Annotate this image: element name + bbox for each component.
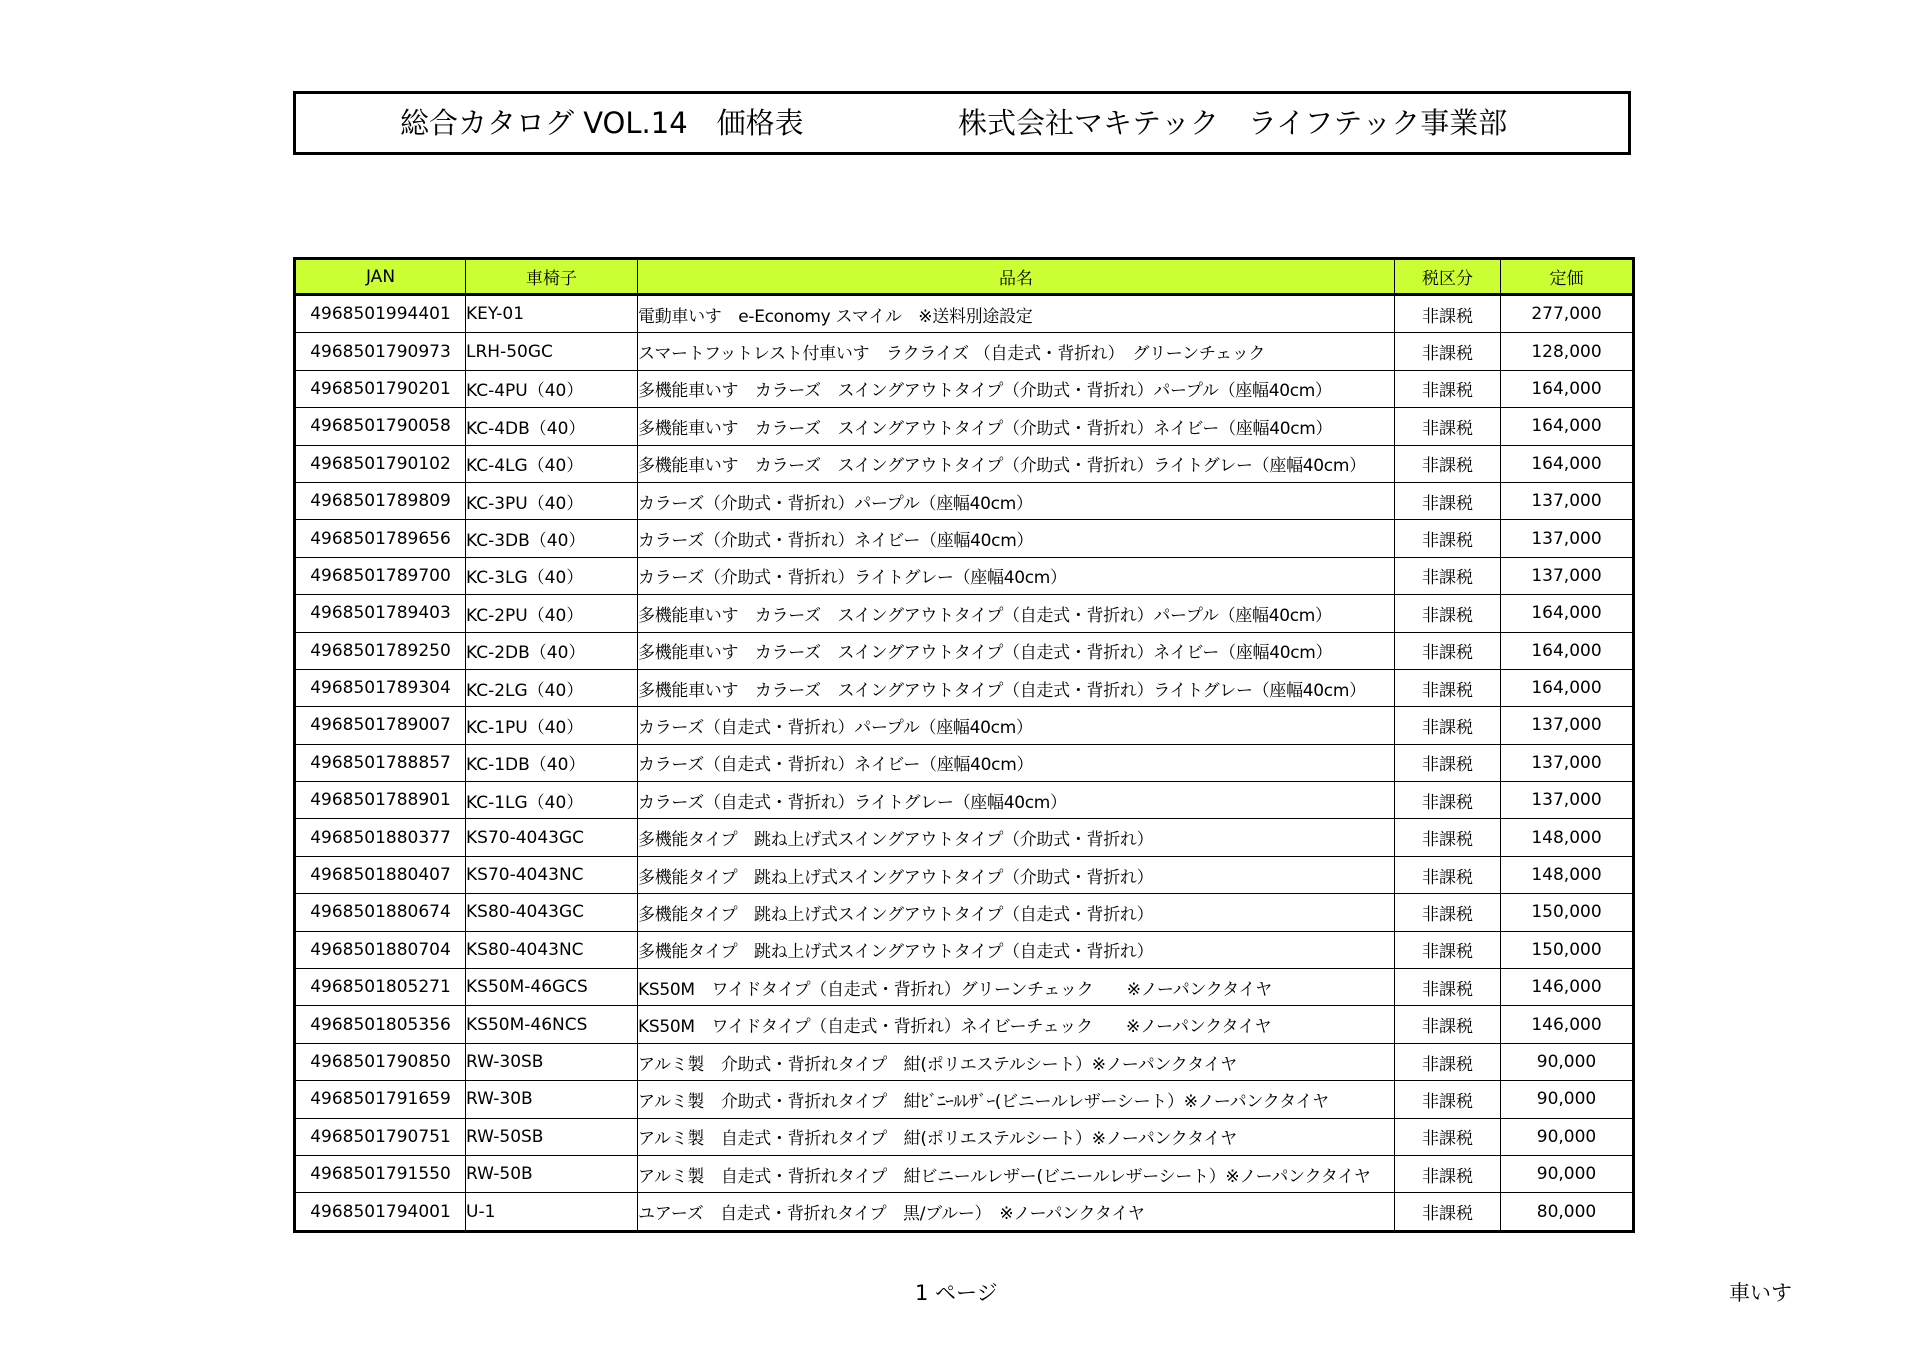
- table-row: [295, 1006, 1634, 1043]
- product-name-cell: 多機能車いす カラーズ スイングアウトタイプ（介助式・背折れ）パープル（座幅40cm）: [638, 370, 1395, 407]
- jan-cell: 4968501791659: [295, 1081, 466, 1118]
- tax-class-cell: 非課税: [1395, 669, 1501, 706]
- model-cell: KC-1DB（40）: [466, 744, 638, 781]
- jan-cell: 4968501880377: [295, 819, 466, 856]
- jan-cell: 4968501790973: [295, 333, 466, 370]
- tax-class-cell: 非課税: [1395, 931, 1501, 968]
- jan-cell: 4968501789656: [295, 520, 466, 557]
- jan-cell: 4968501794001: [295, 1193, 466, 1231]
- list-price-cell: 90,000: [1501, 1155, 1634, 1192]
- jan-cell: 4968501880704: [295, 931, 466, 968]
- product-name-cell: 電動車いす e-Economy スマイル ※送料別途設定: [638, 295, 1395, 333]
- model-cell: KS50M-46GCS: [466, 969, 638, 1006]
- product-name-cell: アルミ製 自走式・背折れタイプ 紺(ポリエステルシート）※ノーパンクタイヤ: [638, 1118, 1395, 1155]
- tax-class-cell: 非課税: [1395, 632, 1501, 669]
- product-name-cell: アルミ製 介助式・背折れタイプ 紺ﾋﾞﾆｰﾙﾚｻﾞｰ(ビニールレザーシート）※ノーパンクタイヤ: [638, 1081, 1395, 1118]
- jan-cell: 4968501805271: [295, 969, 466, 1006]
- list-price-cell: 164,000: [1501, 669, 1634, 706]
- table-row: [295, 445, 1634, 482]
- page-number: 1 ページ: [915, 1281, 998, 1305]
- table-row: [295, 333, 1634, 370]
- jan-cell: 4968501789007: [295, 707, 466, 744]
- model-cell: KC-2DB（40）: [466, 632, 638, 669]
- column-header-jan: JAN: [295, 259, 466, 295]
- list-price-cell: 150,000: [1501, 931, 1634, 968]
- list-price-cell: 90,000: [1501, 1043, 1634, 1080]
- model-cell: KS70-4043GC: [466, 819, 638, 856]
- model-cell: KEY-01: [466, 295, 638, 333]
- model-cell: KC-3DB（40）: [466, 520, 638, 557]
- jan-cell: 4968501880674: [295, 894, 466, 931]
- jan-cell: 4968501789403: [295, 595, 466, 632]
- catalog-title-box: [293, 91, 1631, 155]
- list-price-cell: 146,000: [1501, 969, 1634, 1006]
- table-row: [295, 370, 1634, 407]
- tax-class-cell: 非課税: [1395, 856, 1501, 893]
- tax-class-cell: 非課税: [1395, 1043, 1501, 1080]
- column-header-product-name: 品名: [638, 259, 1395, 295]
- model-cell: KS80-4043GC: [466, 894, 638, 931]
- product-name-cell: 多機能車いす カラーズ スイングアウトタイプ（介助式・背折れ）ライトグレー（座幅40cm）: [638, 445, 1395, 482]
- tax-class-cell: 非課税: [1395, 1118, 1501, 1155]
- tax-class-cell: 非課税: [1395, 295, 1501, 333]
- tax-class-cell: 非課税: [1395, 894, 1501, 931]
- jan-cell: 4968501880407: [295, 856, 466, 893]
- jan-cell: 4968501791550: [295, 1155, 466, 1192]
- list-price-cell: 90,000: [1501, 1118, 1634, 1155]
- product-name-cell: アルミ製 自走式・背折れタイプ 紺ビニールレザー(ビニールレザーシート）※ノーパンクタイヤ: [638, 1155, 1395, 1192]
- table-row: [295, 707, 1634, 744]
- product-name-cell: カラーズ（介助式・背折れ）ライトグレー（座幅40cm）: [638, 557, 1395, 594]
- model-cell: KS50M-46NCS: [466, 1006, 638, 1043]
- table-row: [295, 969, 1634, 1006]
- list-price-cell: 128,000: [1501, 333, 1634, 370]
- company-name: 株式会社マキテック ライフテック事業部: [958, 106, 1508, 140]
- tax-class-cell: 非課税: [1395, 482, 1501, 519]
- table-row: [295, 295, 1634, 333]
- list-price-cell: 148,000: [1501, 856, 1634, 893]
- table-row: [295, 595, 1634, 632]
- list-price-cell: 137,000: [1501, 482, 1634, 519]
- product-name-cell: カラーズ（自走式・背折れ）ライトグレー（座幅40cm）: [638, 782, 1395, 819]
- product-name-cell: KS50M ワイドタイプ（自走式・背折れ）ネイビーチェック ※ノーパンクタイヤ: [638, 1006, 1395, 1043]
- product-name-cell: 多機能タイプ 跳ね上げ式スイングアウトタイプ（介助式・背折れ）: [638, 856, 1395, 893]
- table-body: [295, 295, 1634, 1232]
- model-cell: KS70-4043NC: [466, 856, 638, 893]
- section-name: 車いす: [1729, 1281, 1792, 1305]
- model-cell: KC-1LG（40）: [466, 782, 638, 819]
- table-row: [295, 1043, 1634, 1080]
- list-price-cell: 164,000: [1501, 632, 1634, 669]
- model-cell: RW-50SB: [466, 1118, 638, 1155]
- product-name-cell: 多機能タイプ 跳ね上げ式スイングアウトタイプ（自走式・背折れ）: [638, 931, 1395, 968]
- tax-class-cell: 非課税: [1395, 819, 1501, 856]
- tax-class-cell: 非課税: [1395, 595, 1501, 632]
- table-row: [295, 856, 1634, 893]
- jan-cell: 4968501789304: [295, 669, 466, 706]
- tax-class-cell: 非課税: [1395, 1081, 1501, 1118]
- jan-cell: 4968501789250: [295, 632, 466, 669]
- product-name-cell: 多機能タイプ 跳ね上げ式スイングアウトタイプ（自走式・背折れ）: [638, 894, 1395, 931]
- list-price-cell: 164,000: [1501, 408, 1634, 445]
- product-name-cell: 多機能車いす カラーズ スイングアウトタイプ（自走式・背折れ）ライトグレー（座幅40cm）: [638, 669, 1395, 706]
- tax-class-cell: 非課税: [1395, 744, 1501, 781]
- model-cell: KS80-4043NC: [466, 931, 638, 968]
- column-header-wheelchair: 車椅子: [466, 259, 638, 295]
- tax-class-cell: 非課税: [1395, 333, 1501, 370]
- list-price-cell: 137,000: [1501, 782, 1634, 819]
- table-row: [295, 632, 1634, 669]
- tax-class-cell: 非課税: [1395, 520, 1501, 557]
- table-row: [295, 782, 1634, 819]
- table-row: [295, 408, 1634, 445]
- tax-class-cell: 非課税: [1395, 969, 1501, 1006]
- table-row: [295, 1193, 1634, 1231]
- tax-class-cell: 非課税: [1395, 370, 1501, 407]
- column-header-tax-class: 税区分: [1395, 259, 1501, 295]
- price-table: [293, 257, 1635, 1233]
- product-name-cell: カラーズ（自走式・背折れ）パープル（座幅40cm）: [638, 707, 1395, 744]
- table-row: [295, 669, 1634, 706]
- model-cell: KC-2PU（40）: [466, 595, 638, 632]
- table-row: [295, 557, 1634, 594]
- product-name-cell: KS50M ワイドタイプ（自走式・背折れ）グリーンチェック ※ノーパンクタイヤ: [638, 969, 1395, 1006]
- product-name-cell: ユアーズ 自走式・背折れタイプ 黒/ブルー） ※ノーパンクタイヤ: [638, 1193, 1395, 1231]
- table-row: [295, 1081, 1634, 1118]
- list-price-cell: 80,000: [1501, 1193, 1634, 1231]
- list-price-cell: 277,000: [1501, 295, 1634, 333]
- product-name-cell: カラーズ（介助式・背折れ）パープル（座幅40cm）: [638, 482, 1395, 519]
- table-header-row: [295, 259, 1634, 295]
- tax-class-cell: 非課税: [1395, 707, 1501, 744]
- model-cell: KC-4DB（40）: [466, 408, 638, 445]
- list-price-cell: 148,000: [1501, 819, 1634, 856]
- tax-class-cell: 非課税: [1395, 1155, 1501, 1192]
- list-price-cell: 137,000: [1501, 520, 1634, 557]
- product-name-cell: カラーズ（自走式・背折れ）ネイビー（座幅40cm）: [638, 744, 1395, 781]
- table-row: [295, 931, 1634, 968]
- table-row: [295, 520, 1634, 557]
- jan-cell: 4968501790102: [295, 445, 466, 482]
- model-cell: KC-1PU（40）: [466, 707, 638, 744]
- jan-cell: 4968501805356: [295, 1006, 466, 1043]
- list-price-cell: 164,000: [1501, 370, 1634, 407]
- list-price-cell: 150,000: [1501, 894, 1634, 931]
- jan-cell: 4968501790850: [295, 1043, 466, 1080]
- model-cell: U-1: [466, 1193, 638, 1231]
- table-row: [295, 819, 1634, 856]
- model-cell: LRH-50GC: [466, 333, 638, 370]
- table-row: [295, 1118, 1634, 1155]
- jan-cell: 4968501788857: [295, 744, 466, 781]
- tax-class-cell: 非課税: [1395, 782, 1501, 819]
- list-price-cell: 164,000: [1501, 595, 1634, 632]
- tax-class-cell: 非課税: [1395, 557, 1501, 594]
- list-price-cell: 137,000: [1501, 707, 1634, 744]
- model-cell: KC-4PU（40）: [466, 370, 638, 407]
- list-price-cell: 146,000: [1501, 1006, 1634, 1043]
- list-price-cell: 137,000: [1501, 557, 1634, 594]
- model-cell: KC-2LG（40）: [466, 669, 638, 706]
- jan-cell: 4968501789700: [295, 557, 466, 594]
- product-name-cell: スマートフットレスト付車いす ラクライズ （自走式・背折れ） グリーンチェック: [638, 333, 1395, 370]
- product-name-cell: 多機能車いす カラーズ スイングアウトタイプ（自走式・背折れ）パープル（座幅40cm）: [638, 595, 1395, 632]
- product-name-cell: アルミ製 介助式・背折れタイプ 紺(ポリエステルシート）※ノーパンクタイヤ: [638, 1043, 1395, 1080]
- table-row: [295, 744, 1634, 781]
- jan-cell: 4968501790201: [295, 370, 466, 407]
- tax-class-cell: 非課税: [1395, 408, 1501, 445]
- jan-cell: 4968501994401: [295, 295, 466, 333]
- table-row: [295, 1155, 1634, 1192]
- model-cell: KC-3PU（40）: [466, 482, 638, 519]
- catalog-title: 総合カタログ VOL.14 価格表: [400, 106, 804, 140]
- jan-cell: 4968501789809: [295, 482, 466, 519]
- table-row: [295, 894, 1634, 931]
- jan-cell: 4968501790751: [295, 1118, 466, 1155]
- column-header-list-price: 定価: [1501, 259, 1634, 295]
- list-price-cell: 90,000: [1501, 1081, 1634, 1118]
- model-cell: RW-30SB: [466, 1043, 638, 1080]
- model-cell: KC-3LG（40）: [466, 557, 638, 594]
- tax-class-cell: 非課税: [1395, 1193, 1501, 1231]
- tax-class-cell: 非課税: [1395, 445, 1501, 482]
- product-name-cell: カラーズ（介助式・背折れ）ネイビー（座幅40cm）: [638, 520, 1395, 557]
- product-name-cell: 多機能タイプ 跳ね上げ式スイングアウトタイプ（介助式・背折れ）: [638, 819, 1395, 856]
- model-cell: RW-30B: [466, 1081, 638, 1118]
- list-price-cell: 137,000: [1501, 744, 1634, 781]
- model-cell: RW-50B: [466, 1155, 638, 1192]
- jan-cell: 4968501790058: [295, 408, 466, 445]
- list-price-cell: 164,000: [1501, 445, 1634, 482]
- product-name-cell: 多機能車いす カラーズ スイングアウトタイプ（自走式・背折れ）ネイビー（座幅40cm）: [638, 632, 1395, 669]
- product-name-cell: 多機能車いす カラーズ スイングアウトタイプ（介助式・背折れ）ネイビー（座幅40cm）: [638, 408, 1395, 445]
- tax-class-cell: 非課税: [1395, 1006, 1501, 1043]
- model-cell: KC-4LG（40）: [466, 445, 638, 482]
- table-row: [295, 482, 1634, 519]
- jan-cell: 4968501788901: [295, 782, 466, 819]
